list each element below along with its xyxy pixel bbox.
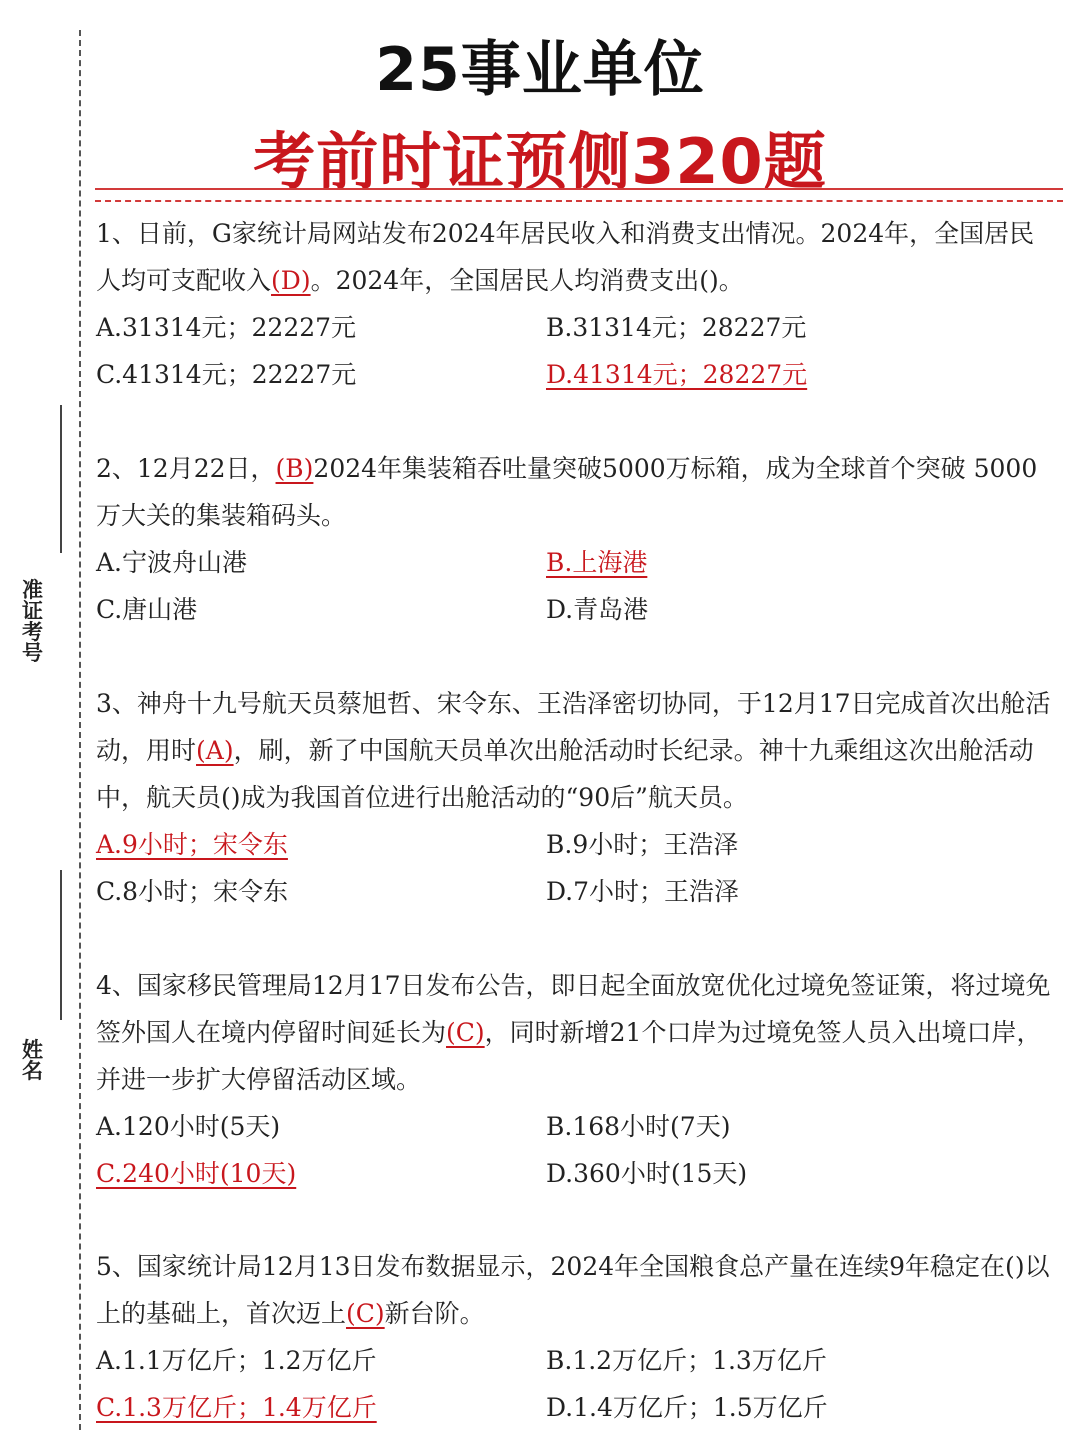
option-a: A.120小时(5天) <box>96 1112 281 1141</box>
answer-mark: (A) <box>196 736 234 765</box>
header-rule-dashed <box>95 200 1063 202</box>
option-a: A.1.1万亿斤；1.2万亿斤 <box>96 1346 377 1375</box>
answer-mark: (B) <box>275 454 314 483</box>
option-d: D.青岛港 <box>546 595 649 624</box>
option-b: B.31314元；28227元 <box>546 313 807 342</box>
answer-mark: (C) <box>346 1299 385 1328</box>
answer-mark: (C) <box>446 1018 485 1047</box>
option-a: A.宁波舟山港 <box>96 548 248 577</box>
option-a-correct: A.9小时；宋令东 <box>96 830 288 859</box>
option-b-correct: B.上海港 <box>546 548 648 577</box>
question-stem: 3、神舟十九号航天员蔡旭哲、宋令东、王浩泽密切协同，于12月17日完成首次出舱活动，用时(A)，刷，新了中国航天员单次出舱活动时长纪录。神十九乘组这次出舱活动中，航天员()成为我国首位进行出舱活动的“90后”航天员。 <box>96 689 1051 812</box>
vertical-label-text: 准 证 考 号 <box>22 578 43 665</box>
page-subtitle: 考前时证预侧320题 <box>253 125 827 198</box>
exam-number-label <box>22 580 43 664</box>
vertical-label-text: 姓 名 <box>22 1038 43 1083</box>
option-c: C.41314元；22227元 <box>96 360 357 389</box>
option-d: D.1.4万亿斤；1.5万亿斤 <box>546 1393 828 1422</box>
name-label <box>22 1040 43 1082</box>
option-d-correct: D.41314元；28227元 <box>546 360 808 389</box>
options <box>96 1337 1058 1431</box>
options <box>96 1103 1058 1197</box>
option-d: D.360小时(15天) <box>546 1159 748 1188</box>
question-4 <box>96 962 1058 1197</box>
question-stem: 4、国家移民管理局12月17日发布公告，即日起全面放宽优化过境免签证策，将过境免签外国人在境内停留时间延长为(C)，同时新增21个口岸为过境免签人员入出境口岸，并进一步扩大停留活动区域。 <box>96 971 1051 1094</box>
option-c: C.8小时；宋令东 <box>96 877 289 906</box>
option-c-correct: C.240小时(10天) <box>96 1159 297 1188</box>
option-b: B.1.2万亿斤；1.3万亿斤 <box>546 1346 827 1375</box>
question-stem: 1、日前，G家统计局网站发布2024年居民收入和消费支出情况。2024年，全国居民人均可支配收入(D)。2024年，全国居民人均消费支出()。 <box>96 219 1035 295</box>
margin-dashed-line <box>79 30 81 1430</box>
question-3 <box>96 680 1058 915</box>
page-title: 25事业单位 <box>375 35 705 105</box>
option-b: B.168小时(7天) <box>546 1112 731 1141</box>
option-d: D.7小时；王浩泽 <box>546 877 740 906</box>
options <box>96 821 1058 915</box>
option-c-correct: C.1.3万亿斤；1.4万亿斤 <box>96 1393 377 1422</box>
options <box>96 304 1058 398</box>
question-stem: 5、国家统计局12月13日发布数据显示，2024年全国粮食总产量在连续9年稳定在()以上的基础上，首次迈上(C)新台阶。 <box>96 1252 1050 1328</box>
answer-mark: (D) <box>271 266 311 295</box>
options <box>96 539 1058 633</box>
option-a: A.31314元；22227元 <box>96 313 357 342</box>
exam-number-line <box>60 405 62 553</box>
question-stem: 2、12月22日，(B)2024年集装箱吞吐量突破5000万标箱，成为全球首个突破 5000万大关的集装箱码头。 <box>96 454 1038 530</box>
name-line <box>60 870 62 1020</box>
question-2 <box>96 445 1058 633</box>
question-5 <box>96 1243 1058 1431</box>
option-c: C.唐山港 <box>96 595 198 624</box>
header-rule-solid <box>95 188 1063 190</box>
option-b: B.9小时；王浩泽 <box>546 830 739 859</box>
question-1 <box>96 210 1058 398</box>
